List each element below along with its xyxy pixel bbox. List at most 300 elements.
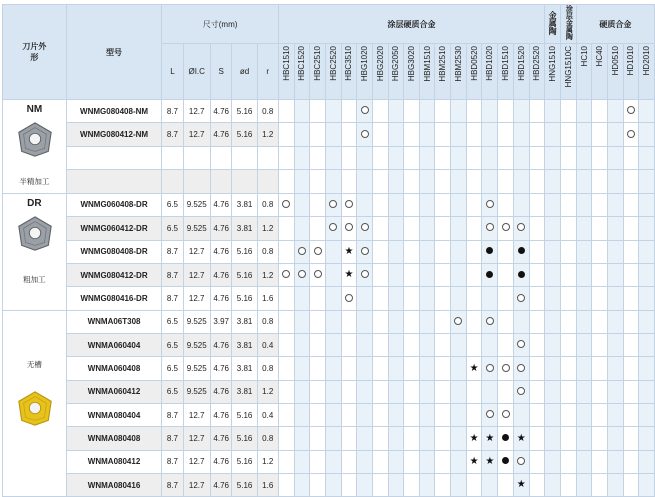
grade-mark-cell (404, 380, 420, 403)
grade-mark-cell (451, 473, 467, 496)
dimension-value: 8.7 (162, 427, 183, 450)
grade-mark-cell (388, 357, 404, 380)
dimension-value: 4.76 (210, 473, 232, 496)
grade-mark-cell (278, 450, 294, 473)
grade-mark-cell (561, 193, 577, 216)
grade-mark-cell (592, 287, 608, 310)
dimension-value: 8.7 (162, 450, 183, 473)
grade-label: HBD1020 (485, 46, 495, 81)
grade-mark-cell (466, 357, 482, 380)
grade-mark-cell (451, 100, 467, 123)
grade-mark-cell (310, 123, 326, 146)
grade-mark-cell (482, 287, 498, 310)
grade-mark-cell (607, 193, 623, 216)
grade-mark-cell (404, 450, 420, 473)
grade-mark-cell (529, 404, 545, 427)
grade-mark-cell (529, 380, 545, 403)
best-star-icon: ★ (469, 455, 479, 467)
dimension-value: 5.16 (232, 450, 257, 473)
grade-mark-cell (373, 287, 389, 310)
grade-label: HBC2510 (313, 46, 323, 81)
grade-mark-cell (341, 123, 357, 146)
grade-mark-cell (419, 287, 435, 310)
dimension-value: 12.7 (183, 404, 210, 427)
dimension-value (232, 146, 257, 169)
grade-mark-cell (592, 123, 608, 146)
grade-mark-cell (357, 100, 373, 123)
grade-mark-cell (498, 473, 514, 496)
recommended-ring-icon (502, 410, 510, 418)
grade-mark-cell (419, 263, 435, 286)
grade-mark-cell (341, 450, 357, 473)
grade-mark-cell (639, 473, 655, 496)
grade-mark-cell (294, 263, 310, 286)
dimension-value: 8.7 (162, 404, 183, 427)
model-code: WNMG060408-DR (66, 193, 162, 216)
dimension-value (232, 170, 257, 193)
grade-mark-cell (419, 404, 435, 427)
grade-mark-cell (529, 450, 545, 473)
dimension-value: 9.525 (183, 380, 210, 403)
grade-mark-cell (278, 146, 294, 169)
grade-mark-cell (482, 380, 498, 403)
grade-mark-cell (576, 240, 592, 263)
dimension-value: 4.76 (210, 357, 232, 380)
grade-mark-cell (639, 450, 655, 473)
grade-mark-cell (278, 170, 294, 193)
grade-mark-cell (607, 310, 623, 333)
grade-mark-cell (576, 263, 592, 286)
shape-col-label: 刀片外形 (22, 42, 47, 62)
dimension-value: 3.97 (210, 310, 232, 333)
grade-mark-cell (388, 473, 404, 496)
grade-mark-cell (607, 334, 623, 357)
dimension-value (257, 146, 278, 169)
table-row (3, 287, 655, 310)
recommended-ring-icon (486, 223, 494, 231)
grade-mark-cell (513, 123, 529, 146)
grade-mark-cell (639, 193, 655, 216)
insert-shape (4, 194, 64, 310)
table-row (3, 450, 655, 473)
grade-label: HD0510 (610, 46, 620, 76)
dimension-value: 5.16 (232, 287, 257, 310)
grade-mark-cell (341, 170, 357, 193)
grade-label: HBC2520 (328, 46, 338, 81)
grade-col-header (513, 44, 529, 100)
dim-col-label: L (170, 67, 175, 76)
model-code: WNMA080416 (66, 473, 162, 496)
grade-mark-cell (341, 404, 357, 427)
grade-col-header (466, 44, 482, 100)
model-code: WNMG080412-NM (66, 123, 162, 146)
grade-mark-cell (404, 427, 420, 450)
grade-mark-cell (513, 404, 529, 427)
dimension-value: 4.76 (210, 263, 232, 286)
grade-mark-cell (341, 193, 357, 216)
grade-label: HBG2050 (391, 46, 401, 82)
grade-mark-cell (639, 310, 655, 333)
grade-label: HNG1510C (563, 46, 573, 88)
grade-mark-cell (561, 123, 577, 146)
grade-mark-cell (419, 310, 435, 333)
grade-label: HBM1510 (422, 46, 432, 82)
grade-mark-cell (325, 310, 341, 333)
grade-mark-cell (639, 380, 655, 403)
recommended-ring-icon (345, 200, 353, 208)
dimension-value: 9.525 (183, 357, 210, 380)
grade-mark-cell (513, 450, 529, 473)
recommended-ring-icon (361, 270, 369, 278)
model-code: WNMG080408-NM (66, 100, 162, 123)
grade-mark-cell (310, 287, 326, 310)
grade-mark-cell (357, 217, 373, 240)
dimension-value: 9.525 (183, 310, 210, 333)
grade-mark-cell (310, 263, 326, 286)
table-row (3, 427, 655, 450)
grade-col-header (529, 44, 545, 100)
primary-dot-icon (518, 247, 525, 254)
grade-mark-cell (357, 380, 373, 403)
grade-mark-cell (373, 427, 389, 450)
grade-mark-cell (373, 310, 389, 333)
dimension-value: 4.76 (210, 100, 232, 123)
chipbreaker-name: DR (27, 197, 42, 209)
grade-mark-cell (592, 357, 608, 380)
dimension-value: 1.2 (257, 450, 278, 473)
grade-mark-cell (592, 217, 608, 240)
grade-mark-cell (357, 263, 373, 286)
grade-mark-cell (623, 380, 639, 403)
grade-mark-cell (404, 146, 420, 169)
grade-mark-cell (388, 450, 404, 473)
primary-dot-icon (486, 271, 493, 278)
recommended-ring-icon (517, 294, 525, 302)
coated-cermet-header (561, 5, 577, 44)
insert-shape (4, 311, 64, 497)
model-code: WNMA060404 (66, 334, 162, 357)
grade-mark-cell (341, 357, 357, 380)
grade-col-header (278, 44, 294, 100)
grade-mark-cell (639, 240, 655, 263)
table-row (3, 146, 655, 169)
grade-mark-cell (435, 100, 451, 123)
grade-mark-cell (529, 334, 545, 357)
grade-mark-cell (325, 217, 341, 240)
grade-mark-cell (357, 170, 373, 193)
grade-mark-cell (325, 450, 341, 473)
grade-mark-cell (513, 170, 529, 193)
dimension-value: 1.2 (257, 380, 278, 403)
grade-mark-cell (513, 357, 529, 380)
grade-mark-cell (373, 217, 389, 240)
grade-label: HBD2520 (532, 46, 542, 81)
grade-mark-cell (278, 310, 294, 333)
grade-mark-cell (576, 146, 592, 169)
grade-mark-cell (310, 310, 326, 333)
grade-mark-cell (341, 263, 357, 286)
grade-mark-cell (561, 240, 577, 263)
dimension-value: 6.5 (162, 193, 183, 216)
grade-mark-cell (294, 217, 310, 240)
grade-mark-cell (388, 240, 404, 263)
grade-mark-cell (482, 146, 498, 169)
grade-col-header (623, 44, 639, 100)
grade-mark-cell (545, 193, 561, 216)
best-star-icon: ★ (469, 362, 479, 374)
grade-mark-cell (419, 450, 435, 473)
grade-mark-cell (513, 310, 529, 333)
grade-mark-cell (404, 193, 420, 216)
grade-mark-cell (341, 427, 357, 450)
dimension-value: 0.8 (257, 240, 278, 263)
cermet-label: 金属陶 (548, 11, 558, 35)
dimension-value: 8.7 (162, 473, 183, 496)
model-code: WNMA080412 (66, 450, 162, 473)
grade-mark-cell (545, 263, 561, 286)
table-row (3, 263, 655, 286)
grade-mark-cell (310, 100, 326, 123)
grade-mark-cell (513, 217, 529, 240)
grade-mark-cell (529, 473, 545, 496)
grade-mark-cell (357, 357, 373, 380)
dimension-value: 5.16 (232, 404, 257, 427)
grade-mark-cell (325, 263, 341, 286)
grade-mark-cell (451, 380, 467, 403)
primary-dot-icon (502, 434, 509, 441)
grade-mark-cell (466, 170, 482, 193)
grade-mark-cell (639, 217, 655, 240)
grade-mark-cell (373, 404, 389, 427)
dimension-value: 4.76 (210, 240, 232, 263)
grade-mark-cell (576, 310, 592, 333)
grade-mark-cell (419, 170, 435, 193)
dimension-value (162, 146, 183, 169)
grade-mark-cell (310, 146, 326, 169)
grade-mark-cell (373, 146, 389, 169)
grade-mark-cell (373, 450, 389, 473)
grade-mark-cell (576, 217, 592, 240)
dimension-value: 6.5 (162, 310, 183, 333)
grade-mark-cell (466, 217, 482, 240)
grade-mark-cell (341, 334, 357, 357)
grade-mark-cell (592, 404, 608, 427)
dimension-value: 8.7 (162, 123, 183, 146)
grade-mark-cell (592, 193, 608, 216)
grade-mark-cell (498, 263, 514, 286)
dimension-value: 4.76 (210, 217, 232, 240)
grade-mark-cell (482, 404, 498, 427)
grade-mark-cell (310, 427, 326, 450)
grade-mark-cell (498, 380, 514, 403)
grade-mark-cell (623, 404, 639, 427)
recommended-ring-icon (298, 270, 306, 278)
dimension-value: 5.16 (232, 263, 257, 286)
grade-mark-cell (529, 170, 545, 193)
dimension-value: 12.7 (183, 100, 210, 123)
grade-mark-cell (278, 334, 294, 357)
grade-mark-cell (498, 217, 514, 240)
dimension-value: 3.81 (232, 193, 257, 216)
grade-col-header (545, 44, 561, 100)
grade-mark-cell (592, 427, 608, 450)
grade-mark-cell (576, 287, 592, 310)
grade-mark-cell (341, 217, 357, 240)
dimension-value: 8.7 (162, 263, 183, 286)
grade-mark-cell (498, 287, 514, 310)
grade-mark-cell (419, 146, 435, 169)
grade-mark-cell (561, 473, 577, 496)
grade-mark-cell (607, 404, 623, 427)
grade-mark-cell (561, 310, 577, 333)
grade-mark-cell (545, 380, 561, 403)
grade-mark-cell (435, 310, 451, 333)
grade-mark-cell (466, 427, 482, 450)
grade-mark-cell (451, 427, 467, 450)
grade-mark-cell (607, 240, 623, 263)
grade-mark-cell (310, 404, 326, 427)
grade-mark-cell (576, 427, 592, 450)
grade-mark-cell (607, 217, 623, 240)
grade-mark-cell (482, 100, 498, 123)
grade-mark-cell (357, 123, 373, 146)
grade-col-header (294, 44, 310, 100)
grade-mark-cell (278, 263, 294, 286)
grade-mark-cell (404, 263, 420, 286)
grade-mark-cell (529, 193, 545, 216)
grade-mark-cell (482, 170, 498, 193)
grade-mark-cell (545, 473, 561, 496)
grade-mark-cell (513, 473, 529, 496)
grade-mark-cell (404, 334, 420, 357)
grade-mark-cell (278, 123, 294, 146)
grade-mark-cell (561, 357, 577, 380)
dimension-value: 0.8 (257, 427, 278, 450)
best-star-icon: ★ (485, 432, 495, 444)
grade-mark-cell (513, 240, 529, 263)
dimension-value: 0.8 (257, 357, 278, 380)
grade-mark-cell (357, 334, 373, 357)
grade-mark-cell (513, 146, 529, 169)
grade-col-header (482, 44, 498, 100)
grade-mark-cell (545, 404, 561, 427)
model-code (66, 170, 162, 193)
table-row (3, 404, 655, 427)
grade-mark-cell (325, 100, 341, 123)
insert-shape (4, 100, 64, 193)
grade-mark-cell (341, 473, 357, 496)
table-row (3, 123, 655, 146)
grade-mark-cell (419, 380, 435, 403)
recommended-ring-icon (517, 387, 525, 395)
grade-mark-cell (482, 217, 498, 240)
grade-mark-cell (561, 334, 577, 357)
dim-col-header (257, 44, 278, 100)
grade-mark-cell (451, 404, 467, 427)
primary-dot-icon (486, 247, 493, 254)
grade-mark-cell (561, 146, 577, 169)
grade-mark-cell (388, 287, 404, 310)
dimension-value: 3.81 (232, 310, 257, 333)
grade-mark-cell (404, 404, 420, 427)
grade-mark-cell (545, 427, 561, 450)
grade-mark-cell (576, 473, 592, 496)
grade-mark-cell (388, 123, 404, 146)
dim-col-label: r (266, 67, 270, 76)
grade-mark-cell (451, 357, 467, 380)
recommended-ring-icon (486, 364, 494, 372)
grade-label: HBD0520 (469, 46, 479, 81)
grade-mark-cell (357, 427, 373, 450)
best-star-icon: ★ (516, 432, 526, 444)
grade-mark-cell (294, 123, 310, 146)
dimension-value: 1.6 (257, 473, 278, 496)
dimension-value: 6.5 (162, 380, 183, 403)
grade-mark-cell (294, 240, 310, 263)
grade-mark-cell (513, 427, 529, 450)
grade-mark-cell (451, 170, 467, 193)
grade-col-header (325, 44, 341, 100)
grade-mark-cell (341, 287, 357, 310)
grade-mark-cell (639, 263, 655, 286)
grade-mark-cell (373, 193, 389, 216)
grade-mark-cell (561, 287, 577, 310)
recommended-ring-icon (627, 130, 635, 138)
grade-mark-cell (404, 473, 420, 496)
grade-label: HBD1510 (501, 46, 511, 81)
recommended-ring-icon (502, 223, 510, 231)
dimension-value: 12.7 (183, 427, 210, 450)
grade-mark-cell (341, 100, 357, 123)
grade-mark-cell (388, 404, 404, 427)
model-code: WNMG080416-DR (66, 287, 162, 310)
dimension-value: 3.81 (232, 217, 257, 240)
grade-mark-cell (623, 287, 639, 310)
grade-label: HBC3510 (344, 46, 354, 81)
recommended-ring-icon (329, 223, 337, 231)
grade-mark-cell (357, 146, 373, 169)
dim-col-header (210, 44, 232, 100)
recommended-ring-icon (454, 317, 462, 325)
table-row (3, 217, 655, 240)
grade-mark-cell (373, 263, 389, 286)
insert-shape-cell (3, 193, 67, 310)
dimension-value: 0.8 (257, 100, 278, 123)
grade-mark-cell (373, 357, 389, 380)
grade-mark-cell (419, 427, 435, 450)
grade-mark-cell (404, 170, 420, 193)
grade-mark-cell (435, 146, 451, 169)
grade-mark-cell (419, 100, 435, 123)
dim-col-label: ØI.C (188, 67, 205, 76)
recommended-ring-icon (298, 247, 306, 255)
grade-mark-cell (639, 334, 655, 357)
grade-mark-cell (325, 240, 341, 263)
chipbreaker-name: NM (26, 104, 43, 115)
grade-mark-cell (592, 310, 608, 333)
grade-mark-cell (404, 123, 420, 146)
grade-mark-cell (592, 473, 608, 496)
grade-mark-cell (388, 310, 404, 333)
dim-col-header (162, 44, 183, 100)
grade-mark-cell (607, 100, 623, 123)
grade-mark-cell (278, 427, 294, 450)
grade-mark-cell (466, 100, 482, 123)
grade-mark-cell (592, 450, 608, 473)
grade-mark-cell (623, 146, 639, 169)
grade-mark-cell (466, 287, 482, 310)
dimension-value: 4.76 (210, 404, 232, 427)
